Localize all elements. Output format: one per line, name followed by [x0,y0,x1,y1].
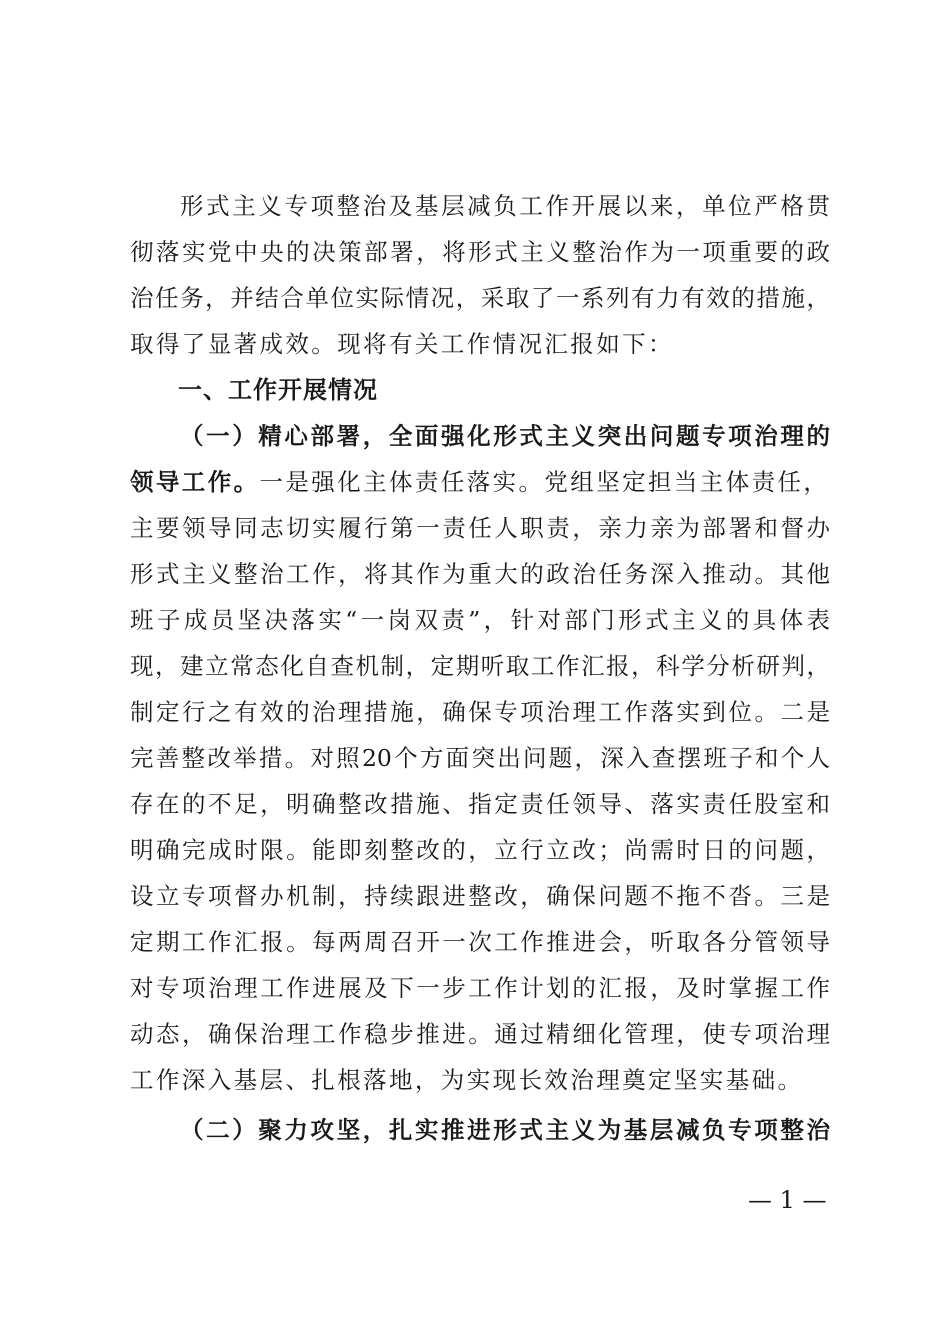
subsection-1-heading-line-1: （一）精心部署，全面强化形式主义突出问题专项治理的 [180,422,830,450]
section-heading-1: 一、工作开展情况 [178,376,378,404]
body-line: 主要领导同志切实履行第一责任人职责，亲力亲为部署和督办 [130,514,830,542]
body-line: 明确完成时限。能即刻整改的，立行立改；尚需时日的问题， [130,836,830,864]
subsection-1-heading-bold: 领导工作。 [130,468,260,496]
subsection-1-heading-rest: 一是强化主体责任落实。党组坚定担当主体责任， [259,468,830,496]
body-line: 班子成员坚决落实“一岗双责”，针对部门形式主义的具体表 [130,606,830,634]
body-line: 形式主义整治工作，将其作为重大的政治任务深入推动。其他 [130,560,830,588]
intro-line-4: 取得了显著成效。现将有关工作情况汇报如下： [130,330,674,358]
page-number: — 1 — [748,1186,827,1214]
intro-line-1: 形式主义专项整治及基层减负工作开展以来，单位严格贯 [180,192,830,220]
body-line: 制定行之有效的治理措施，确保专项治理工作落实到位。二是 [130,698,830,726]
body-line: 定期工作汇报。每两周召开一次工作推进会，听取各分管领导 [130,928,830,956]
body-line: 现，建立常态化自查机制，定期听取工作汇报，科学分析研判， [130,652,830,680]
intro-line-3: 治任务，并结合单位实际情况，采取了一系列有力有效的措施， [130,284,830,312]
intro-line-2: 彻落实党中央的决策部署，将形式主义整治作为一项重要的政 [130,238,830,266]
body-line: 动态，确保治理工作稳步推进。通过精细化管理，使专项治理 [130,1020,830,1048]
body-line: 完善整改举措。对照20个方面突出问题，深入查摆班子和个人 [130,744,830,772]
body-line: 存在的不足，明确整改措施、指定责任领导、落实责任股室和 [130,790,830,818]
subsection-1-heading-line-2 [130,459,830,505]
body-line: 对专项治理工作进展及下一步工作计划的汇报，及时掌握工作 [130,974,830,1002]
subsection-2-heading-line-1: （二）聚力攻坚，扎实推进形式主义为基层减负专项整治 [180,1116,830,1144]
body-line: 设立专项督办机制，持续跟进整改，确保问题不拖不沓。三是 [130,882,830,910]
body-line: 工作深入基层、扎根落地，为实现长效治理奠定坚实基础。 [130,1066,804,1094]
